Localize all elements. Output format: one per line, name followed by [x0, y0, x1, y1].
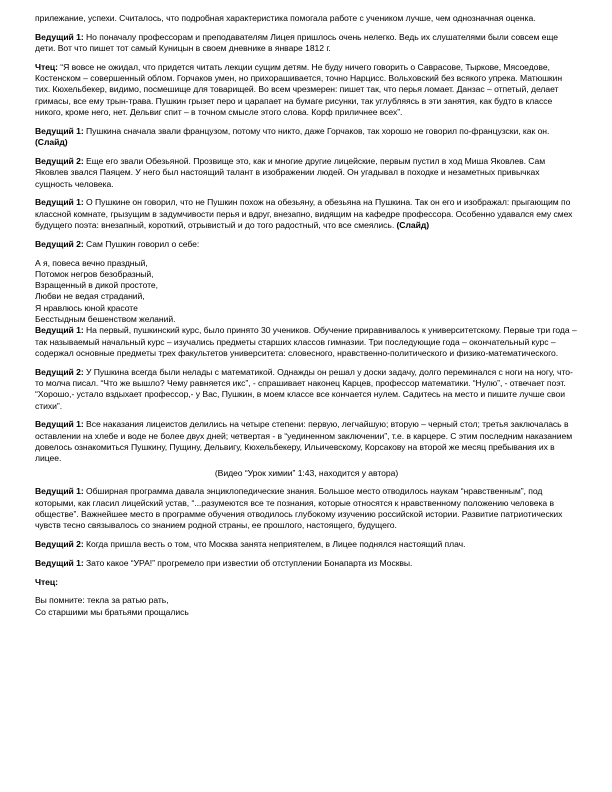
poem-line: Любви не ведая страданий, [35, 291, 145, 302]
poem-line: Я нравлюсь юной красоте [35, 302, 138, 313]
paragraph-text: Сам Пушкин говорил о себе: [83, 238, 200, 249]
slide-cue: (Слайд) [396, 219, 430, 230]
slide-cue: (Слайд) [35, 137, 68, 148]
poem-line: Со старшими мы братьями прощались [35, 606, 189, 617]
paragraph-host1-professors [35, 32, 578, 55]
poem-line: Потомок негров безобразный, [35, 268, 154, 279]
speaker-label: Ведущий 1: [35, 31, 84, 42]
speaker-label: Ведущий 1: [35, 325, 84, 336]
paragraph-host2-moscow [35, 539, 578, 550]
paragraph-text: У Пушкина всегда были нелады с математикой. Однажды он решал у доски задачу, долго переминался с ноги на ногу, что-то молча писал. “Что же вышло? Чему равняется икс”, - спрашивает наконец Карцев, профессор математики. “Нулю”, - отвечает поэт. “Хорошо,- устало вздыхает профессор,- у Вас, Пушкин, в моем классе все кончается нулем. Садитесь на место и пишите лучше свои стихи”. [35, 366, 573, 411]
paragraph-text: Зато какое “УРА!” прогремело при известии об отступлении Бонапарта из Москвы. [83, 557, 413, 568]
speaker-label: Ведущий 1: [35, 557, 84, 568]
poem-line: Бесстыдным бешенством желаний. [35, 314, 176, 325]
poem-block-2 [35, 595, 578, 618]
paragraph-host1-hurrah [35, 558, 578, 569]
paragraph-host2-math [35, 367, 578, 412]
paragraph-text: На первый, пушкинский курс, было принято 30 учеников. Обучение приравнивалось к университетскому. Первые три года – так называемый начальный курс – изучались предметы старших классов гимназии. Три последующие года – окончательный курс – содержал основные предметы трех факультетов университета: словесного, нравственно-политического и физико-математического. [35, 325, 577, 358]
speaker-label: Ведущий 1: [35, 125, 84, 136]
speaker-label: Чтец: [35, 61, 58, 72]
speaker-label: Ведущий 2: [35, 366, 84, 377]
speaker-label: Ведущий 2: [35, 155, 84, 166]
paragraph-text: Пушкина сначала звали французом, потому что никто, даже Горчаков, так хорошо не говорил по-французски, как он. [83, 125, 550, 136]
video-note: (Видео “Урок химии” 1:43, находится у автора) [214, 467, 399, 478]
poem-line: А я, повеса вечно праздный, [35, 257, 148, 268]
paragraph-text: Но поначалу профессорам и преподавателям Лицея пришлось очень нелегко. Ведь их слушателями были совсем еще дети. Вот что пишет тот самый Куницын в своем дневнике в январе 1812 г. [35, 31, 559, 54]
paragraph-text: Когда пришла весть о том, что Москва занята неприятелем, в Лицее поднялся настоящий плач. [83, 539, 466, 550]
paragraph-host1-yakovlev [35, 197, 578, 231]
paragraph-host2-pushkin-self [35, 239, 578, 250]
paragraph-host1-punishments [35, 419, 578, 464]
speaker-label: Ведущий 1: [35, 419, 84, 430]
paragraph-text: прилежание, успехи. Считалось, что подробная характеристика помогала работе с учеником лучше, чем однозначная оценка. [35, 13, 536, 23]
paragraph-host1-first-course [35, 325, 578, 359]
speaker-label: Ведущий 1: [35, 486, 84, 497]
poem-line: Взращенный в дикой простоте, [35, 280, 158, 291]
paragraph-reader-kunitsyn-diary [35, 62, 578, 118]
paragraph-host1-frenchman [35, 126, 578, 149]
speaker-label: Ведущий 2: [35, 539, 84, 550]
paragraph-text: О Пушкине он говорил, что не Пушкин похож на обезьяну, а обезьяна на Пушкина. Так он его и изображал: прыгающим по классной комнате, грызущим в задумчивости перья и вдруг, внезапно, видящим на кафедре профессора. Особенно удавался ему смех будущего поэта: внезапный, короткий, отрывистый и до того радостный, что все смеялись. [35, 197, 573, 230]
poem-line: Вы помните: текла за ратью рать, [35, 595, 169, 606]
speaker-label: Чтец: [35, 576, 58, 587]
paragraph-host2-monkey [35, 156, 578, 190]
paragraph-reader [35, 577, 578, 588]
document-body [35, 13, 578, 618]
poem-block-1 [35, 258, 578, 326]
paragraph-text: Все наказания лицеистов делились на четыре степени: первую, легчайшую; вторую – черный стол; третья заключалась в оставлении на хлебе и воде не более двух дней; четвертая - в “уединенном заключении”, т.е. в карцере. С этим последним наказанием довелось ознакомиться Пушкину, Пущину, Дельвигу, Кюхельбекеру, Ильичевскому, Корсакову на второй же месяц пребывания их в лицее. [35, 419, 573, 464]
paragraph-host1-program [35, 486, 578, 531]
speaker-label: Ведущий 2: [35, 238, 84, 249]
paragraph-text: “Я вовсе не ожидал, что придется читать лекции сущим детям. Не буду ничего говорить о Саврасове, Тыркове, Мясоедове, Костенском – совершенный облом. Горчаков умен, но прихорашивается, точно Нарцисс. Вольховский без всякого упрека. Матюшкин тих. Кюхельбекер, видимо, посмешище для товарищей. Во всем чрезмерен: пишет так, что перья ломает. Данзас – отпетый, делает гримасы, все ему трын-трава. Пушкин грызет перо и царапает на бумаге рисунки, так углубляясь в эти занятия, как будто в классе никого, кроме него, нет. Дельвиг спит – в точном смысле этого слова. Корф приличнее всех”. [35, 61, 563, 118]
paragraph-intro [35, 13, 578, 24]
paragraph-text: Еще его звали Обезьяной. Прозвище это, как и многие другие лицейские, первым пустил в ход Миша Яковлев. Сам Яковлев звался Паяцем. У него был настоящий талант в изображении людей. Он угадывал в походке и незаметных привычках сущность человека. [35, 155, 546, 189]
paragraph-text: Обширная программа давала энциклопедические знания. Большое место отводилось наукам “нравственным”, под которыми, как гласил лицейский устав, “...разумеются все те познания, которые относятся к нравственному положению человека в обществе”. Важнейшее место в программе обучения отводилось глубокому изучению российской истории. Развитие патриотических чувств тесно связывалось со знанием родной страны, ее прошлого, настоящего, будущего. [35, 486, 563, 531]
speaker-label: Ведущий 1: [35, 197, 84, 208]
